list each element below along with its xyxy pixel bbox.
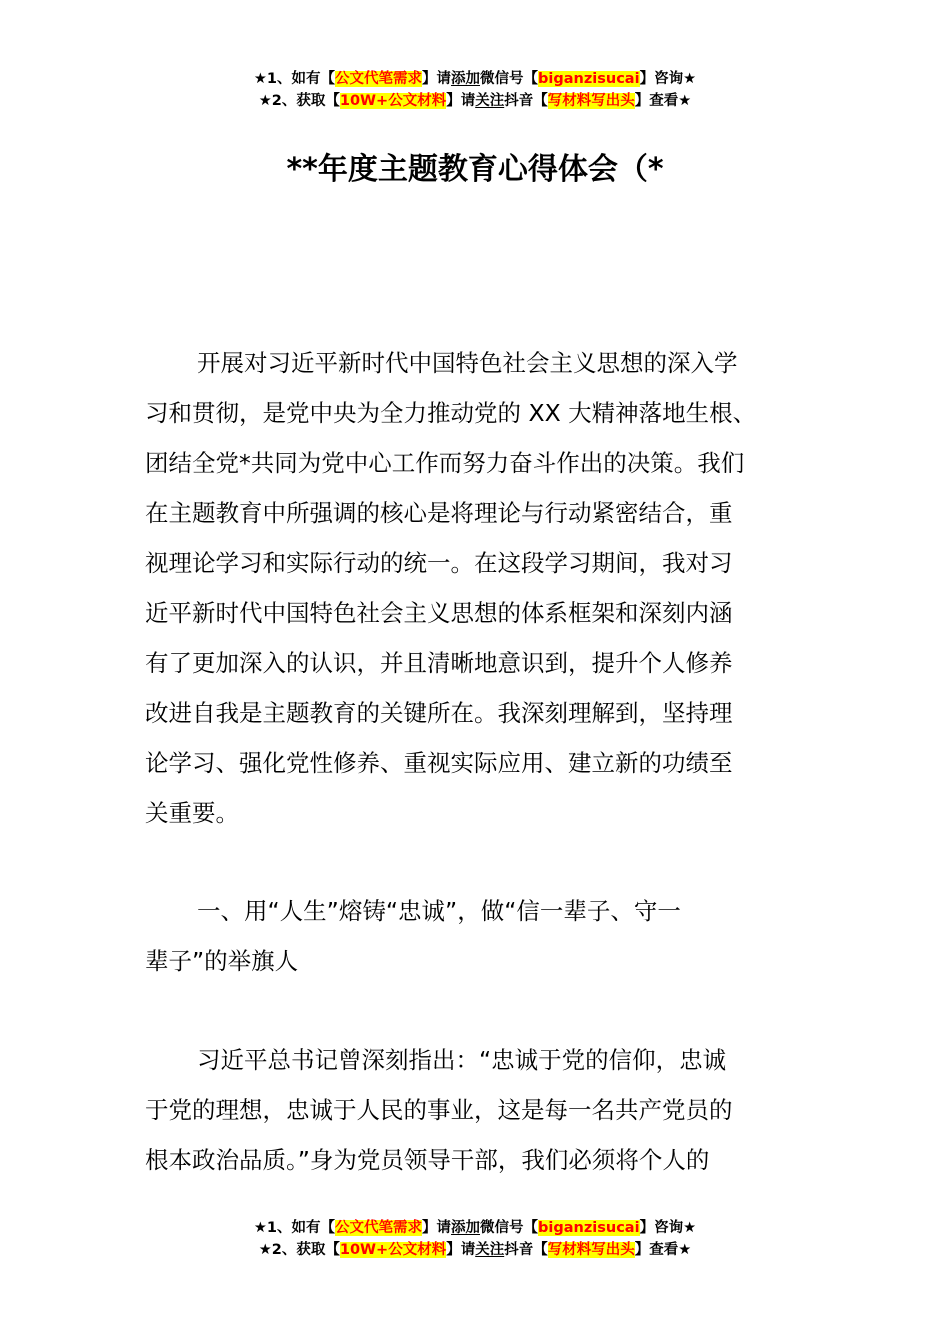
promo-text: 】查看★: [634, 1242, 692, 1258]
promo-text: 微信号【: [480, 1220, 539, 1236]
paragraph-line: 习和贯彻，是党中央为全力推动党的 XX 大精神落地生根、: [145, 399, 757, 427]
promo-text: 微信号【: [480, 71, 539, 87]
promo-text: ★2、获取【: [258, 93, 340, 109]
heading-line: 辈子”的举旗人: [145, 947, 299, 975]
promo-highlight-wechat-id: biganzisucai: [538, 71, 640, 87]
section-heading-1: [145, 886, 807, 986]
document-title: **年度主题教育心得体会（*: [286, 152, 664, 187]
promo-highlight-service: 公文代笔需求: [335, 71, 423, 87]
promo-line-1: [0, 1217, 950, 1239]
paragraph-loyalty: [145, 1035, 807, 1185]
promo-text: 】请: [446, 93, 476, 109]
promo-highlight-wechat-id: biganzisucai: [538, 1220, 640, 1236]
promo-text: 抖音【: [504, 1242, 548, 1258]
promo-line-2: [0, 90, 950, 112]
promo-underlined-add: 添加: [451, 1220, 481, 1236]
promo-text: 抖音【: [504, 93, 548, 109]
promo-text: ★2、获取【: [258, 1242, 340, 1258]
promo-banner-top: [0, 68, 950, 112]
paragraph-line: 改进自我是主题教育的关键所在。我深刻理解到，坚持理: [145, 699, 733, 727]
promo-highlight-material: 10W+公文材料: [339, 93, 447, 109]
promo-banner-bottom: [0, 1217, 950, 1261]
promo-underlined-add: 添加: [451, 71, 481, 87]
promo-highlight-douyin-id: 写材料写出头: [547, 93, 635, 109]
paragraph-line: 习近平总书记曾深刻指出：“忠诚于党的信仰，忠诚: [197, 1046, 727, 1074]
paragraph-line: 于党的理想，忠诚于人民的事业，这是每一名共产党员的: [145, 1096, 733, 1124]
promo-text: 】咨询★: [639, 71, 697, 87]
promo-text: ★1、如有【: [253, 1220, 336, 1236]
heading-line: 一、用“人生”熔铸“忠诚”，做“信一辈子、守一: [197, 897, 681, 925]
paragraph-line: 视理论学习和实际行动的统一。在这段学习期间，我对习: [145, 549, 733, 577]
promo-highlight-material: 10W+公文材料: [339, 1242, 447, 1258]
promo-highlight-service: 公文代笔需求: [335, 1220, 423, 1236]
promo-line-1: [0, 68, 950, 90]
promo-text: 】请: [446, 1242, 476, 1258]
promo-text: 】咨询★: [639, 1220, 697, 1236]
promo-underlined-follow: 关注: [475, 1242, 505, 1258]
paragraph-intro: [145, 338, 807, 838]
promo-highlight-douyin-id: 写材料写出头: [547, 1242, 635, 1258]
paragraph-line: 根本政治品质。”身为党员领导干部，我们必须将个人的: [145, 1146, 710, 1174]
paragraph-line: 关重要。: [145, 799, 239, 827]
promo-underlined-follow: 关注: [475, 93, 505, 109]
paragraph-line: 论学习、强化党性修养、重视实际应用、建立新的功绩至: [145, 749, 733, 777]
paragraph-line: 团结全党*共同为党中心工作而努力奋斗作出的决策。我们: [145, 449, 745, 477]
paragraph-line: 开展对习近平新时代中国特色社会主义思想的深入学: [197, 349, 738, 377]
paragraph-line: 近平新时代中国特色社会主义思想的体系框架和深刻内涵: [145, 599, 733, 627]
paragraph-line: 在主题教育中所强调的核心是将理论与行动紧密结合，重: [145, 499, 733, 527]
promo-text: 】请: [422, 71, 452, 87]
promo-text: 】查看★: [634, 93, 692, 109]
paragraph-line: 有了更加深入的认识，并且清晰地意识到，提升个人修养: [145, 649, 733, 677]
promo-text: 】请: [422, 1220, 452, 1236]
promo-text: ★1、如有【: [253, 71, 336, 87]
promo-line-2: [0, 1239, 950, 1261]
